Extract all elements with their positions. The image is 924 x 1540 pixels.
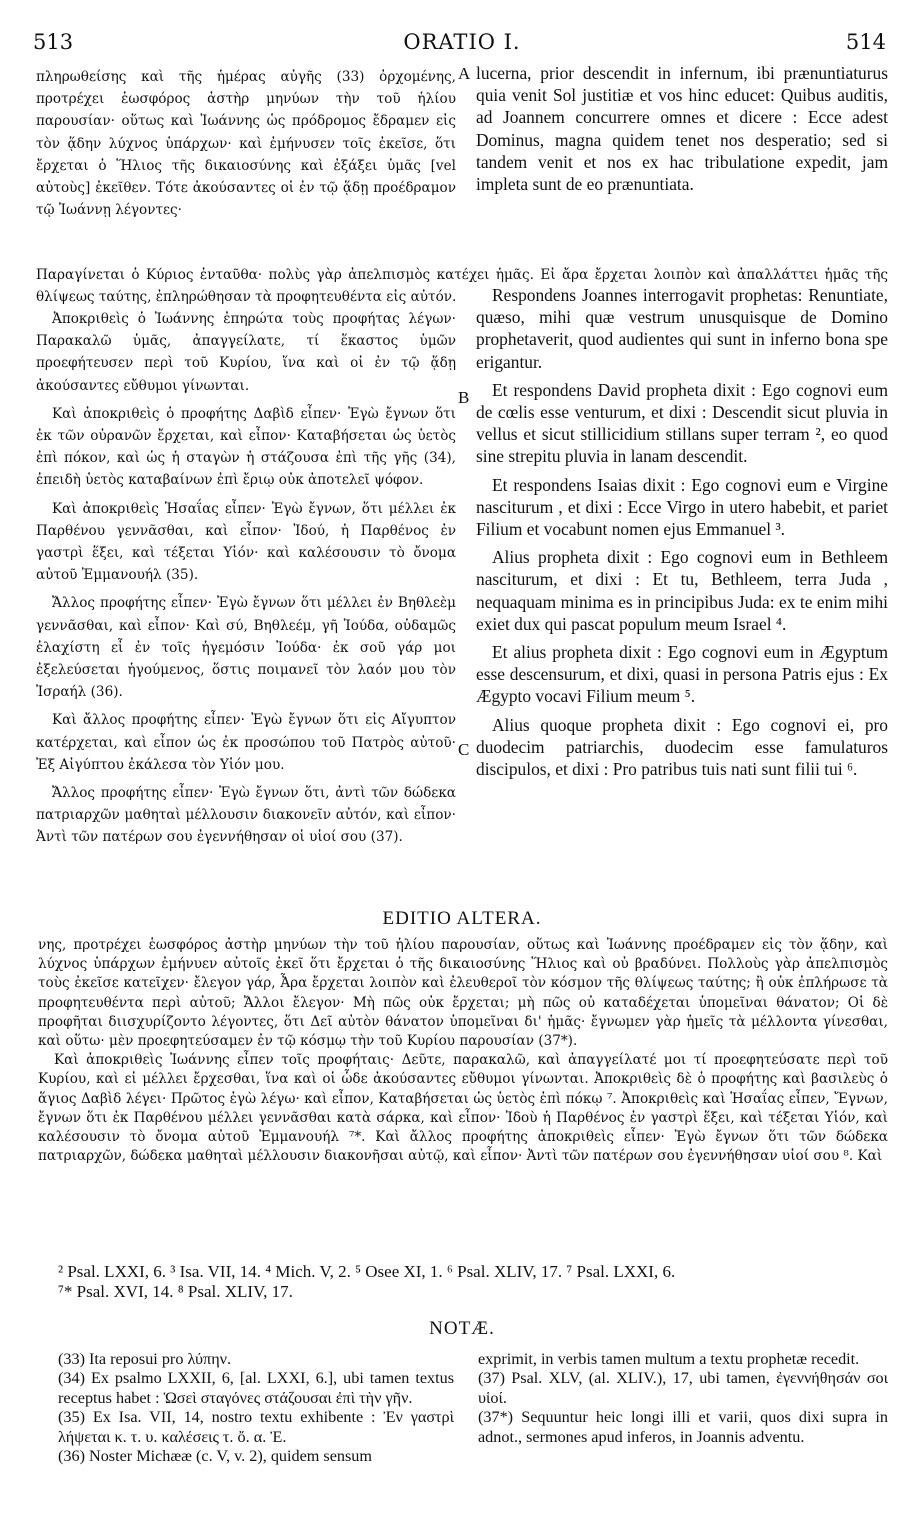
note-entry: (37) Psal. XLV, (al. XLIV.), 17, ubi tamen, ἐγεννήθησάν σοι υἱοί. — [478, 1369, 888, 1407]
greek-column-main — [36, 308, 456, 849]
latin-paragraph: Respondens Joannes interrogavit prophetas: Renuntiate, quæso, mihi quæ vestrum unusquisque de Domino prophetaverit, quod audientes qui sunt in inferno bona spe erigantur. — [476, 285, 888, 372]
margin-letter-a: A — [458, 64, 471, 83]
editio-paragraph: Καὶ ἀποκριθεὶς Ἰωάννης εἶπεν τοῖς προφήταις· Δεῦτε, παρακαλῶ, καὶ ἀπαγγείλατέ μοι τί προεφητεύσατε περὶ τοῦ Κυρίου, καὶ εἰ μέλλει ἔρχεσθαι, ἵνα καὶ οἱ ὧδε ἀκούσαντες εὔθυμοι γίνωνται. Ἀποκριθεὶς δὲ ὁ προφήτης καὶ βασιλεὺς ὁ ἅγιος Δαβὶδ λέγει· Πρῶτος ἐγὼ λέγω· καὶ εἶπον, Καταβήσεται ὡς ὑετὸς ἐπὶ πόκῳ ⁷. Ἀποκριθεὶς καὶ Ἡσαΐας εἶπεν, Ἔγνων, ἔγνων ὅτι ἐκ Παρθένου μέλλει γεννᾶσθαι κατὰ σάρκα, καὶ εἶπον· Ἰδοὺ ἡ Παρθένος ἐν γαστρὶ ἕξει, καὶ τέξεται Υἱόν, καὶ καλέσουσιν τὸ ὄνομα αὐτοῦ Ἐμμανουήλ ⁷*. Καὶ ἄλλος προφήτης ἀποκριθεὶς εἶπεν· Ἐγὼ ἔγνων ὅτι τῶν δώδεκα πατριαρχῶν, δώδεκα μαθηταὶ μέλλουσιν διακονῆσαι αὐτῷ, καὶ εἶπον· Ἀντὶ τῶν πατέρων σου ἐγεννήθησαν υἱοί σου ⁸. Καὶ — [38, 1052, 888, 1165]
latin-paragraph: Et alius propheta dixit : Ego cognovi eum in Ægyptum esse descensurum, et dixi, quasi in persona Patris ejus : Ex Ægypto vocavi Filium meum ⁵. — [476, 642, 888, 707]
latin-paragraph: Et respondens Isaias dixit : Ego cognovi eum e Virgine nasciturum , et dixi : Ecce Virgo in utero habebit, et pariet Filium et vocabunt nomen ejus Emmanuel ³. — [476, 474, 888, 540]
margin-letter-c: C — [458, 740, 470, 759]
latin-paragraph: Alius quoque propheta dixit : Ego cognovi ei, pro duodecim patriarchis, duodecim esse famulaturos discipulos, et dixi : Pro patribus tuis nati sunt filii tui ⁶. — [476, 714, 888, 780]
note-entry: (34) Ex psalmo LXXII, 6, [al. LXXI, 6.], ubi tamen textus receptus habet : Ὡσεὶ σταγόνες στάζουσαι ἐπὶ τὴν γῆν. — [58, 1369, 454, 1407]
footnote-line: ⁷* Psal. XVI, 14. ⁸ Psal. XLIV, 17. — [58, 1282, 293, 1301]
greek-paragraph: Καὶ ἀποκριθεὶς Ἡσαΐας εἶπεν· Ἐγὼ ἔγνων, ὅτι μέλλει ἐκ Παρθένου γεννᾶσθαι, καὶ εἶπον· Ἰδού, ἡ Παρθένος ἐν γαστρὶ ἕξει, καὶ τέξεται Υἱόν· καὶ καλέσουσιν τὸ ὄνομα αὐτοῦ Ἐμμανουήλ (35). — [36, 500, 456, 584]
note-entry: exprimit, in verbis tamen multum a textu prophetæ recedit. — [478, 1350, 860, 1368]
greek-paragraph: Καὶ ἀποκριθεὶς ὁ προφήτης Δαβὶδ εἶπεν· Ἐγὼ ἔγνων ὅτι ἐκ τῶν οὐρανῶν ἔρχεται, καὶ εἶπον· Καταβήσεται ὡς ὑετὸς ἐπὶ πόκον, καὶ ὡς ἡ σταγὼν ἡ στάζουσα ἐπὶ τῆς γῆς (34), ἐπειδὴ ὑετὸς καταβαίνων ἐπὶ ἔριῳ οὐκ ἀποτελεῖ ψόφον. — [36, 405, 456, 489]
notes-column-left — [58, 1350, 454, 1466]
greek-paragraph: Ἀποκριθεὶς ὁ Ἰωάννης ἐπηρώτα τοὺς προφήτας λέγων· Παρακαλῶ ὑμᾶς, ἀπαγγείλατε, τί ἕκαστος ὑμῶν προεφήτευσεν περὶ τοῦ Κυρίου, ἵνα καὶ οἱ ἐν τῷ ᾅδῃ ἀκούσαντες εὔθυμοι γίνωνται. — [36, 311, 456, 394]
page-number-left: 513 — [33, 30, 74, 54]
notes-column-right — [478, 1350, 888, 1447]
latin-column-top — [476, 62, 888, 195]
note-entry: (37*) Sequuntur heic longi illi et varii, quos dixi supra in adnot., sermones apud inferos, in Joannis adventu. — [478, 1408, 888, 1446]
greek-paragraph: Καὶ ἄλλος προφήτης εἶπεν· Ἐγὼ ἔγνων ὅτι εἰς Αἴγυπτον κατέρχεται, καὶ εἶπον ὡς ἐκ προσώπου τοῦ Πατρὸς αὐτοῦ· Ἐξ Αἰγύπτου ἐκάλεσα τὸν Υἱόν μου. — [36, 712, 456, 773]
note-entry: (33) Ita reposui pro λύπην. — [58, 1350, 232, 1368]
page-number-right: 514 — [845, 30, 886, 54]
margin-letter-b: B — [458, 388, 470, 407]
note-entry: (36) Noster Michææ (c. V, v. 2), quidem sensum — [58, 1447, 372, 1466]
note-entry: (35) Ex Isa. VII, 14, nostro textu exhibente : Ἐν γαστρὶ λήψεται κ. τ. υ. καλέσεις τ. ὄ. α. Ἐ. — [58, 1408, 454, 1446]
latin-column-main — [476, 284, 888, 780]
latin-paragraph: Alius propheta dixit : Ego cognovi eum in Bethleem nasciturum, et dixi : Et tu, Bethleem, terra Juda , nequaquam minima es in principibus Juda: ex te enim mihi exiet dux qui pascat populum meum Israel ⁴. — [476, 547, 888, 634]
greek-paragraph: πληρωθείσης καὶ τῆς ἡμέρας αὐγῆς (33) ὀρχομένης, προτρέχει ἑωσφόρος ἀστὴρ μηνύων τὴν τοῦ ἡλίου παρουσίαν· οὕτως καὶ Ἰωάννης ὡς πρόδρομος ἔδραμεν εἰς τὸν ᾅδην λύχνος ὑπάρχων· καὶ ἐμήνυσεν τοῖς ἐκεῖσε, ὅτι ἔρχεται ὁ Ἥλιος τῆς δικαιοσύνης καὶ ἐξάξει ὑμᾶς [vel αὐτοὺς] ἐκεῖθεν. Τότε ἀκούσαντες οἱ ἐν τῷ ᾅδῃ προέδραμον τῷ Ἰωάννῃ λέγοντες· — [36, 69, 456, 219]
footnote-line: ² Psal. LXXI, 6. ³ Isa. VII, 14. ⁴ Mich. V, 2. ⁵ Osee XI, 1. ⁶ Psal. XLIV, 17. ⁷ Psal. LXXI, 6. — [58, 1262, 676, 1281]
page-header — [0, 30, 924, 60]
latin-paragraph: lucerna, prior descendit in infernum, ibi prænuntiaturus quia venit Sol justitiæ et vos hinc educet: Quibus auditis, ad Joannem concurrere omnes et dicere : Ecce adest Dominus, magna quidem tenet nos desperatio; sed si tandem venit et nos ex hac tribulatione expedit, jam impleta sunt de eo prænuntiata. — [476, 63, 888, 195]
editio-paragraph: νης, προτρέχει ἑωσφόρος ἀστὴρ μηνύων τὴν τοῦ ἡλίου παρουσίαν, οὕτως καὶ Ἰωάννης προέδραμεν εἰς τὸν ᾅδην, καὶ λύχνος ὑπάρχων ἐμήνυεν αὐτοῖς ἐκεῖ ὅτι ἔρχεται ὁ τῆς δικαιοσύνης Ἥλιος καὶ οὐ βραδύνει. Πολλοὺς γὰρ ἀπελπισμὸς τοὺς ἐκεῖσε κατεῖχεν· ἔλεγον γάρ, Ἆρα ἔρχεται λοιπὸν καὶ ἐλευθεροῖ τὸν κόσμον τῆς θλίψεως ταύτης; ἢ οὐκ ἐπλήρωσε τὰ προφητευθέντα περὶ αὐτοῦ; Ἄλλοι ἔλεγον· Μὴ πῶς οὐκ ἔρχεται; μὴ πῶς οὐ καταδέχεται ὑπομεῖναι θάνατον; Οἱ δὲ προφῆται διισχυρίζοντο λέγοντες, ὅτι Δεῖ αὐτὸν θάνατον ὑπομεῖναι δι' ἡμᾶς· ἔγνωμεν γὰρ ἡμεῖς τὰ μέλλοντα γίνεσθαι, καὶ οὕτω· μὲν προεφητεύσαμεν ἐν τῷ κόσμῳ τὴν τοῦ Κυρίου παρουσίαν (37*). — [38, 937, 888, 1050]
running-title: ORATIO I. — [403, 30, 521, 54]
greek-column-top — [36, 66, 456, 221]
greek-paragraph: Ἄλλος προφήτης εἶπεν· Ἐγὼ ἔγνων ὅτι μέλλει ἐν Βηθλεὲμ γεννᾶσθαι, καὶ εἶπον· Καὶ σύ, Βηθλεέμ, γῆ Ἰούδα, οὐδαμῶς ἐλαχίστη εἶ ἐν τοῖς ἡγεμόσιν Ἰούδα· ἐκ σοῦ γάρ μοι ἐξελεύσεται ἡγούμενος, ὅστις ποιμανεῖ τὸν λαόν μου τὸν Ἰσραήλ (36). — [36, 595, 456, 701]
footnotes — [58, 1262, 888, 1302]
section-title-editio-altera: EDITIO ALTERA. — [382, 908, 542, 929]
greek-paragraph: Ἄλλος προφήτης εἶπεν· Ἐγὼ ἔγνων ὅτι, ἀντὶ τῶν δώδεκα πατριαρχῶν μαθηταὶ μέλλουσιν διακονεῖν αὐτόν, καὶ εἶπον· Ἀντὶ τῶν πατέρων σου ἐγεννήθησαν οἱ υἱοί σου (37). — [36, 785, 456, 846]
editio-altera-text — [38, 936, 888, 1166]
greek-full-width-line: Παραγίνεται ὁ Κύριος ἐνταῦθα· πολὺς γὰρ ἀπελπισμὸς κατέχει ἡμᾶς. Εἰ ἄρα ἔρχεται λοιπὸν καὶ ἀπαλλάττει ἡμᾶς τῆς θλίψεως ταύτης, ἐπληρώθησαν τὰ προφητευθέντα εἰς αὐτόν. — [36, 267, 888, 306]
section-title-notae: NOTÆ. — [429, 1318, 495, 1339]
latin-paragraph: Et respondens David propheta dixit : Ego cognovi eum de cœlis esse venturum, et dixi : Descendit sicut pluvia in vellus et sicut stillicidium stillans super terram ², eo quod sine strepitu pluvia in lanam descendit. — [476, 379, 888, 467]
